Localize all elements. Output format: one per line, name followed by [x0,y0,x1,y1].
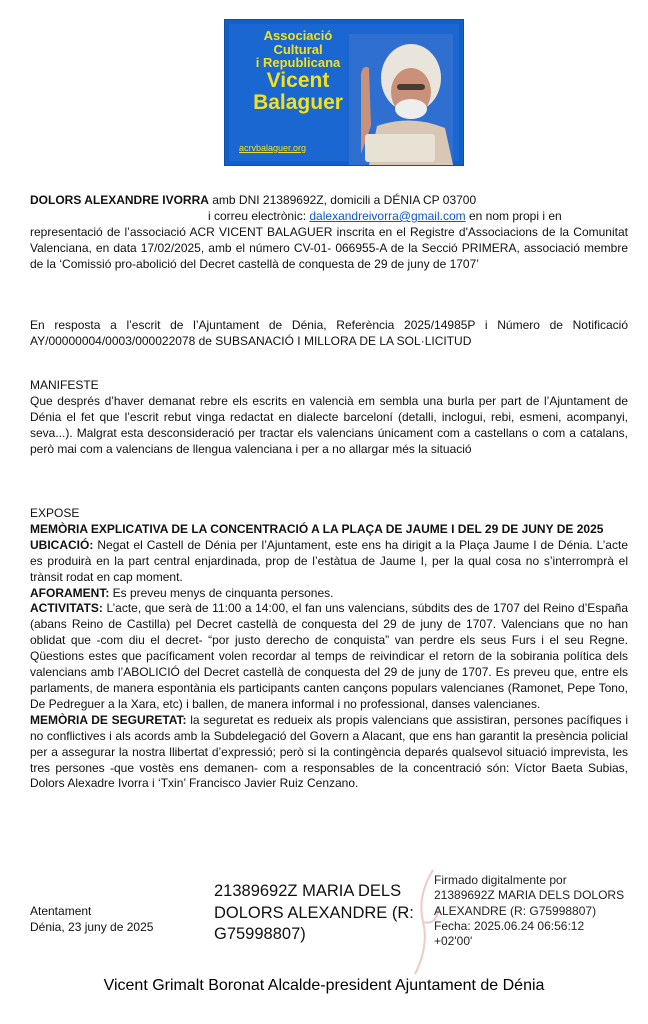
logo-background [229,24,459,161]
footer-addressee: Vicent Grimalt Boronat Alcalde-president Ajuntament de Dénia [103,977,545,994]
signature-metadata [434,873,630,949]
manifeste-heading: MANIFESTE [30,378,99,392]
portrait-photo [349,34,453,165]
signature-meta-line: Firmado digitalmente por [434,873,567,887]
aforament-label: AFORAMENT: [30,585,110,600]
closing-block [30,903,153,935]
expose-section [30,506,628,792]
email-prefix: i correu electrònic: [208,208,310,223]
closing-date: Dénia, 23 juny de 2025 [30,920,154,934]
representation-text: representació de l’associació ACR VICENT BALAGUER inscrita en el Registre d'Associacions de la Comunitat Valenciana, en data 17/02/2025, amb el número CV-01- 066955-A de la Secció PRIMERA, associació membre de la ‘Comissió pro-abolició del Decret castellà de conquesta de 29 de juny de 1707’ [30,224,628,271]
seguretat-text: la seguretat es redueix als propis valencians que assistiran, persones pacífiques i no conflictives i als acords amb la Subdelegació del Govern a Alacant, que ens han garantit la presència policial per a assegurar la nostra llibertat d’expressió; però si la contingència deparés qualsevol situació imprevista, les tres persones -que vostès ens demanen- com a responsables de la concentració són: Víctor Baeta Subias, Dolors Alexadre Ivorra i ‘Txin’ Francisco Javier Ruiz Cenzano. [30,712,628,791]
logo-line: Vicent [266,68,330,92]
signature-meta-line: 21389692Z MARIA DELS DOLORS [434,888,625,903]
email-suffix: en nom propi i en [465,208,562,223]
ubicacio-paragraph [30,538,628,586]
author-name: DOLORS ALEXANDRE IVORRA [30,193,209,207]
signature-meta-line: ALEXANDRE (R: G75998807) [434,903,597,918]
logo-text [237,29,359,114]
ubicacio-text: Negat el Castell de Dénia per l’Ajuntament, este ens ha dirigit a la Plaça Jaume I de Dénia. L’acte es produirà en la part central enjardinada, prop de l’estàtua de Jaume I, per la qual cosa no s’interromprà el trànsit rodat en cap moment. [30,537,628,584]
ubicacio-label: UBICACIÓ: [30,537,94,552]
expose-title: MEMÒRIA EXPLICATIVA DE LA CONCENTRACIÓ A LA PLAÇA DE JAUME I DEL 29 DE JUNY DE 2025 [30,521,604,536]
seguretat-label: MEMÒRIA DE SEGURETAT: [30,712,187,727]
signature-name: 21389692Z MARIA DELS DOLORS ALEXANDRE (R: G75998807) [214,882,414,943]
logo-line: i Republicana [255,55,341,71]
header-paragraph [30,193,628,273]
closing-greeting: Atentament [30,904,92,918]
email-link[interactable]: dalexandreivorra@gmail.com [309,208,466,223]
signature-meta-line: +02'00' [434,934,473,949]
logo-line: Balaguer [253,90,343,114]
seguretat-paragraph [30,713,628,793]
logo-line: Associació [263,28,333,43]
activitats-label: ACTIVITATS: [30,601,103,616]
expose-heading: EXPOSE [30,506,80,520]
aforament-text: Es preveu menys de cinquanta persones. [109,585,334,600]
author-id: amb DNI 21389692Z, domicili a DÉNIA CP 03700 [208,193,477,207]
manifeste-section [30,378,628,458]
aforament-paragraph [30,586,628,602]
response-paragraph: En resposta a l’escrit de l’Ajuntament de Dénia, Referència 2025/14985P i Número de Notificació AY/00000004/0003/000022078 de SUBSANACIÓ I MILLORA DE LA SOL·LICITUD [30,318,628,348]
association-logo [224,19,464,166]
signature-meta-line: Fecha: 2025.06.24 06:56:12 [434,918,585,933]
activitats-paragraph [30,601,628,712]
activitats-text: L’acte, que serà de 11:00 a 14:00, el fan uns valencians, súbdits des de 1707 del Reino d’España (abans Reino de Castilla) pel Decret castellà de conquesta del 29 de juny de 1707. Valencians que no han oblidat que -com diu el decret- “por justo derecho de conquista” van perdre els seus Furs i el seu Regne. Qüestions estes que pacíficament volen recordar al temps de reivindicar el retorn de la sobirania política dels valencians amb l’ABOLICIÓ del Decret castellà de conquesta del 29 de juny de 1707. Es preveu que, entre els parlaments, de manera espontània els participants canten cançons populars valencianes (Ramonet, Pepe Tono, De Pedreguer a la Xara, etc) i ballen, de manera informal i no professional, danses valencianes. [30,601,628,711]
manifeste-body: Que després d’haver demanat rebre els escrits en valencià em sembla una burla per part de l’Ajuntament de Dénia el fet que l’escrit rebut vinga redactat en dialecte barceloní (detalli, inclogui, rebi, esmeni, acompanyi, seva...). Malgrat esta desconsideració per tractar els valencians únicament com a castellans o com a catalans, però mai com a valencians de llengua valenciana i per a no allargar més la situació [30,393,628,456]
logo-url: acrvbalaguer.org [239,143,307,153]
logo-line: Cultural [273,41,323,57]
